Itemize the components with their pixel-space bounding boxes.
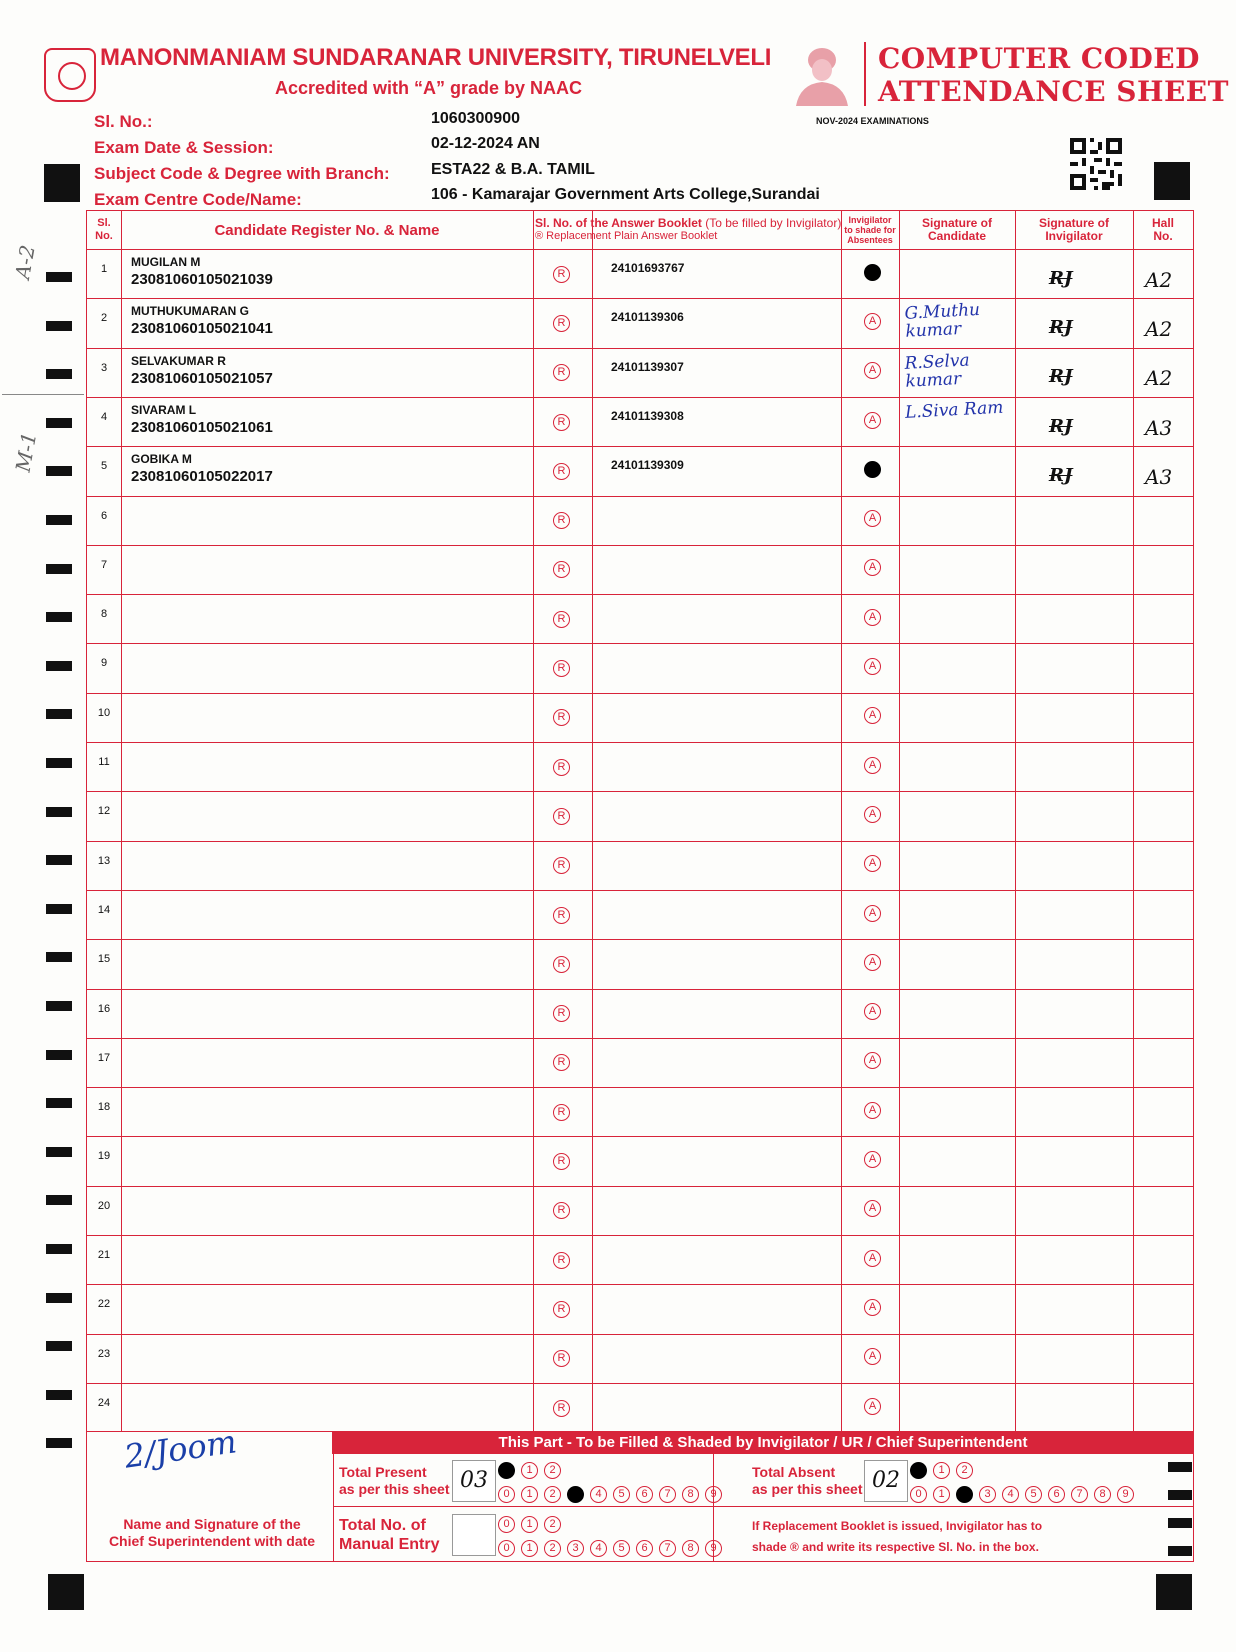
absent-units-bubbles: [910, 1484, 1140, 1503]
absent-bubble[interactable]: A: [864, 855, 881, 872]
col-sig-invig-line1: Signature of: [1038, 216, 1109, 230]
col-candidate: Candidate Register No. & Name: [214, 221, 440, 239]
replacement-bubble[interactable]: R: [553, 759, 570, 776]
absent-bubble[interactable]: A: [864, 757, 881, 774]
row-sl-no: 11: [98, 756, 110, 768]
table-row: [87, 594, 1193, 643]
timing-mark: [1168, 1490, 1192, 1500]
table-row: [87, 1136, 1193, 1185]
register-number: 23081060105021057: [131, 369, 273, 387]
digit-bubble[interactable]: 1: [933, 1486, 950, 1503]
table-row: [87, 298, 1193, 347]
sl-no-value: 1060300900: [431, 110, 520, 127]
row-sl-no: 12: [97, 805, 111, 818]
university-logo: [44, 48, 96, 102]
replacement-bubble[interactable]: R: [553, 1054, 570, 1071]
absent-bubble[interactable]: A: [864, 707, 881, 724]
total-absent-line2: as per this sheet: [752, 1481, 863, 1497]
col-booklet-sub: ® Replacement Plain Answer Booklet: [535, 230, 718, 242]
col-booklet-note: (To be filled by Invigilator): [705, 216, 842, 230]
total-present-line1: Total Present: [339, 1464, 427, 1480]
col-hall-line1: Hall: [1151, 216, 1174, 230]
timing-mark: [46, 1293, 72, 1303]
timing-mark: [46, 758, 72, 768]
present-tens-bubbles: [498, 1460, 567, 1479]
manual-entry-line1: Total No. of: [339, 1517, 426, 1534]
founder-portrait: [792, 40, 852, 106]
row-sl-no: 21: [97, 1249, 111, 1261]
row-sl-no: 18: [97, 1101, 111, 1114]
table-row: [87, 496, 1193, 545]
row-sl-no: 1: [100, 263, 108, 275]
digit-bubble[interactable]: 5: [613, 1486, 630, 1503]
timing-mark: [46, 709, 72, 719]
replacement-bubble[interactable]: R: [553, 956, 570, 973]
replacement-bubble[interactable]: R: [553, 1104, 570, 1121]
timing-mark: [46, 855, 72, 865]
booklet-number: 24101139306: [611, 310, 684, 325]
hall-number: A3: [1145, 415, 1173, 440]
margin-divider: [2, 394, 84, 395]
replacement-bubble[interactable]: R: [553, 1301, 570, 1318]
examination-label: NOV-2024 EXAMINATIONS: [816, 116, 929, 126]
absent-bubble[interactable]: A: [864, 1151, 881, 1168]
digit-bubble[interactable]: 7: [659, 1540, 676, 1557]
row-sl-no: 2: [100, 312, 108, 325]
col-hall-no: [1133, 211, 1193, 249]
replacement-bubble[interactable]: R: [553, 315, 570, 332]
table-row: [87, 348, 1193, 397]
replacement-bubble[interactable]: R: [553, 364, 570, 381]
invigilator-signature: RJ: [1049, 415, 1073, 437]
table-row: [87, 1383, 1193, 1432]
digit-bubble[interactable]: 4: [590, 1540, 607, 1557]
present-units-bubbles: [498, 1484, 728, 1503]
col-signature-invigilator: [1015, 211, 1133, 249]
table-row: [87, 939, 1193, 988]
col-signature-candidate: [899, 211, 1015, 249]
replacement-bubble[interactable]: R: [553, 907, 570, 924]
table-row: [87, 397, 1193, 446]
timing-mark: [46, 1147, 72, 1157]
replacement-note: [752, 1516, 1042, 1558]
col-invig-shade-line1: Invigilator: [848, 215, 892, 225]
absent-bubble[interactable]: A: [864, 806, 881, 823]
candidate-signature: L.Siva Ram: [904, 397, 1004, 423]
digit-bubble[interactable]: 7: [659, 1486, 676, 1503]
table-row: [87, 890, 1193, 939]
exam-date-value: 02-12-2024 AN: [431, 135, 540, 152]
digit-bubble[interactable]: 1: [933, 1462, 950, 1479]
booklet-number: 24101693767: [611, 261, 685, 275]
absent-bubble[interactable]: A: [864, 609, 881, 626]
absent-bubble[interactable]: A: [864, 1398, 881, 1415]
timing-mark: [46, 1098, 72, 1108]
subject-value: ESTA22 & B.A. TAMIL: [431, 161, 595, 178]
hall-number: A2: [1145, 316, 1173, 341]
digit-bubble[interactable]: 8: [1094, 1486, 1111, 1503]
digit-bubble[interactable]: 1: [521, 1486, 538, 1503]
register-number: 23081060105021039: [131, 271, 273, 288]
row-sl-no: 17: [97, 1051, 111, 1064]
sheet-title: [878, 42, 1229, 108]
accreditation-text: Accredited with “A” grade by NAAC: [275, 78, 583, 98]
row-sl-no: 24: [97, 1396, 111, 1409]
chief-signature: 2/Joom: [121, 1422, 239, 1476]
absent-bubble[interactable]: A: [864, 1250, 881, 1267]
table-row: [87, 1334, 1193, 1383]
digit-bubble[interactable]: 0: [910, 1486, 927, 1503]
replacement-bubble[interactable]: R: [553, 1153, 570, 1170]
timing-mark: [1168, 1546, 1192, 1556]
timing-mark: [46, 612, 72, 622]
absent-bubble[interactable]: A: [864, 1052, 881, 1069]
absent-bubble[interactable]: A: [864, 658, 881, 675]
timing-mark: [46, 466, 72, 476]
digit-bubble[interactable]: 2: [544, 1516, 561, 1533]
total-absent-line1: Total Absent: [752, 1464, 836, 1480]
row-sl-no: 7: [100, 558, 108, 571]
row-sl-no: 22: [97, 1298, 111, 1311]
timing-mark: [46, 515, 72, 525]
register-number: 23081060105021061: [131, 418, 273, 436]
row-sl-no: 6: [100, 509, 108, 522]
subject-label: Subject Code & Degree with Branch:: [94, 164, 390, 183]
timing-mark: [46, 661, 72, 671]
candidate-signature: G.Muthu kumar: [904, 300, 981, 343]
row-sl-no: 8: [100, 608, 108, 621]
timing-mark: [46, 952, 72, 962]
replacement-bubble[interactable]: R: [553, 660, 570, 677]
hall-number: A2: [1145, 267, 1173, 292]
digit-bubble[interactable]: 2: [544, 1486, 561, 1503]
row-sl-no: 9: [100, 657, 108, 670]
digit-bubble[interactable]: 4: [590, 1486, 607, 1503]
manual-entry-label: [339, 1516, 439, 1554]
digit-bubble[interactable]: 0: [498, 1516, 515, 1533]
absent-tens-bubbles: [910, 1460, 979, 1479]
sheet-title-line-1: COMPUTER CODED: [878, 42, 1200, 75]
candidate-name: MUTHUKUMARAN G: [131, 304, 249, 319]
timing-mark: [1168, 1462, 1192, 1472]
digit-bubble[interactable]: 3: [979, 1486, 996, 1503]
digit-bubble[interactable]: 6: [636, 1540, 653, 1557]
col-invigilator-shade: [841, 211, 899, 249]
digit-bubble[interactable]: 9: [705, 1540, 722, 1557]
timing-mark: [46, 1390, 72, 1400]
manual-tens-bubbles: [498, 1514, 567, 1533]
total-present-line2: as per this sheet: [339, 1481, 450, 1497]
replacement-bubble[interactable]: R: [553, 611, 570, 628]
row-sl-no: 20: [97, 1199, 111, 1212]
booklet-number: 24101139309: [611, 458, 684, 473]
digit-bubble[interactable]: 0: [910, 1462, 927, 1479]
absent-bubble[interactable]: A: [864, 1299, 881, 1316]
margin-note-m1: M-1: [10, 430, 42, 474]
sheet-title-line-2: ATTENDANCE SHEET: [878, 75, 1229, 108]
col-booklet: [533, 211, 841, 249]
replacement-bubble[interactable]: R: [553, 1252, 570, 1269]
hall-number: A3: [1145, 464, 1173, 489]
invigilator-signature: RJ: [1049, 316, 1073, 338]
replacement-bubble[interactable]: R: [553, 808, 570, 825]
timing-mark: [46, 904, 72, 914]
digit-bubble[interactable]: 9: [1117, 1486, 1134, 1503]
register-number: 23081060105021041: [131, 320, 273, 338]
replacement-bubble[interactable]: R: [553, 709, 570, 726]
digit-bubble[interactable]: 5: [613, 1540, 630, 1557]
total-present-label: [339, 1464, 450, 1498]
table-row: [87, 791, 1193, 840]
digit-bubble[interactable]: 0: [498, 1540, 515, 1557]
booklet-number: 24101139308: [611, 408, 684, 423]
row-sl-no: 19: [97, 1150, 111, 1163]
booklet-number: 24101139307: [611, 359, 684, 374]
digit-bubble[interactable]: 3: [567, 1540, 584, 1557]
timing-mark: [46, 1341, 72, 1351]
digit-bubble[interactable]: 9: [705, 1486, 722, 1503]
table-row: [87, 643, 1193, 692]
invigilator-signature: RJ: [1049, 366, 1073, 388]
row-sl-no: 3: [100, 361, 108, 374]
timing-mark: [46, 321, 72, 331]
table-row: [87, 1186, 1193, 1235]
col-booklet-main: Sl. No. of the Answer Booklet: [535, 216, 702, 230]
replacement-bubble[interactable]: R: [553, 1350, 570, 1367]
absent-bubble[interactable]: [864, 461, 881, 478]
absent-bubble[interactable]: A: [864, 559, 881, 576]
sl-no-label: Sl. No.:: [94, 112, 153, 131]
digit-bubble[interactable]: 2: [956, 1462, 973, 1479]
chief-label: [100, 1516, 324, 1550]
col-hall-line2: No.: [1153, 229, 1173, 243]
row-sl-no: 4: [100, 410, 108, 423]
table-row: [87, 1235, 1193, 1284]
absent-bubble[interactable]: A: [864, 954, 881, 971]
registration-mark: [1156, 1574, 1192, 1610]
table-row: [87, 545, 1193, 594]
table-row: [87, 693, 1193, 742]
qr-code-icon: [1070, 138, 1122, 190]
university-name: MANONMANIAM SUNDARANAR UNIVERSITY, TIRUNELVELI: [100, 44, 772, 71]
replacement-bubble[interactable]: R: [553, 266, 570, 283]
registration-mark: [44, 164, 80, 202]
timing-mark: [46, 1244, 72, 1254]
timing-mark: [46, 272, 72, 282]
total-absent-box[interactable]: 02: [864, 1460, 908, 1502]
row-sl-no: 13: [97, 854, 111, 867]
attendance-table: [86, 210, 1194, 1432]
row-sl-no: 5: [100, 460, 108, 473]
digit-bubble[interactable]: 8: [682, 1486, 699, 1503]
margin-note-hall: A-2: [10, 243, 40, 281]
table-row: [87, 1038, 1193, 1087]
absent-bubble[interactable]: A: [864, 1102, 881, 1119]
col-invig-shade-line2: to shade for: [844, 225, 896, 235]
candidate-name: SIVARAM L: [131, 402, 197, 417]
absent-bubble[interactable]: A: [864, 1200, 881, 1217]
timing-mark: [46, 1195, 72, 1205]
timing-mark: [46, 369, 72, 379]
digit-bubble[interactable]: 3: [567, 1486, 584, 1503]
absent-bubble[interactable]: A: [864, 313, 881, 330]
absent-bubble[interactable]: A: [864, 1348, 881, 1365]
digit-bubble[interactable]: 0: [498, 1486, 515, 1503]
row-sl-no: 15: [97, 953, 111, 966]
registration-mark: [48, 1574, 84, 1610]
manual-units-bubbles: [498, 1538, 728, 1557]
register-number: 23081060105022017: [131, 468, 273, 486]
absent-bubble[interactable]: A: [864, 412, 881, 429]
chief-label-line1: Name and Signature of the: [123, 1516, 301, 1532]
col-invig-shade-line3: Absentees: [847, 235, 893, 245]
row-sl-no: 14: [97, 903, 111, 916]
timing-mark: [46, 1001, 72, 1011]
candidate-name: GOBIKA M: [131, 452, 192, 467]
replacement-bubble[interactable]: R: [553, 1400, 570, 1417]
replacement-note-line2: shade ® and write its respective Sl. No. in the box.: [752, 1540, 1039, 1554]
table-row: [87, 841, 1193, 890]
centre-label: Exam Centre Code/Name:: [94, 190, 302, 209]
digit-bubble[interactable]: 2: [956, 1486, 973, 1503]
total-absent-label: [752, 1464, 863, 1498]
timing-mark: [46, 1438, 72, 1448]
digit-bubble[interactable]: 2: [544, 1540, 561, 1557]
replacement-note-line1: If Replacement Booklet is issued, Invigilator has to: [752, 1519, 1043, 1533]
digit-bubble[interactable]: 2: [544, 1462, 561, 1479]
header-divider: [864, 42, 866, 106]
replacement-bubble[interactable]: R: [553, 414, 570, 431]
row-sl-no: 16: [97, 1002, 111, 1015]
table-row: [87, 1087, 1193, 1136]
digit-bubble[interactable]: 1: [521, 1540, 538, 1557]
replacement-bubble[interactable]: R: [553, 463, 570, 480]
candidate-name: MUGILAN M: [131, 255, 201, 269]
table-row: [87, 742, 1193, 791]
table-row: [87, 249, 1193, 298]
exam-date-label: Exam Date & Session:: [94, 138, 274, 157]
registration-mark: [1154, 162, 1190, 200]
col-sig-cand-line1: Signature of: [921, 216, 992, 230]
timing-mark: [46, 1050, 72, 1060]
manual-entry-line2: Manual Entry: [339, 1536, 440, 1553]
table-row: [87, 989, 1193, 1038]
replacement-bubble[interactable]: R: [553, 1005, 570, 1022]
timing-mark: [46, 564, 72, 574]
digit-bubble[interactable]: 1: [521, 1462, 538, 1479]
candidate-name: SELVAKUMAR R: [131, 353, 226, 368]
digit-bubble[interactable]: 6: [636, 1486, 653, 1503]
row-sl-no: 23: [97, 1347, 111, 1360]
col-sig-invig-line2: Invigilator: [1045, 229, 1103, 243]
digit-bubble[interactable]: 5: [1025, 1486, 1042, 1503]
col-sig-cand-line2: Candidate: [927, 229, 986, 243]
digit-bubble[interactable]: 8: [682, 1540, 699, 1557]
digit-bubble[interactable]: 7: [1071, 1486, 1088, 1503]
manual-entry-box[interactable]: [452, 1514, 496, 1556]
replacement-bubble[interactable]: R: [553, 561, 570, 578]
col-sl-no: Sl. No.: [95, 217, 113, 242]
absent-bubble[interactable]: A: [864, 1003, 881, 1020]
absent-bubble[interactable]: [864, 264, 881, 281]
timing-mark: [1168, 1518, 1192, 1528]
invigilator-signature: RJ: [1049, 464, 1073, 486]
replacement-bubble[interactable]: R: [553, 857, 570, 874]
row-sl-no: 10: [97, 706, 111, 719]
digit-bubble[interactable]: 4: [1002, 1486, 1019, 1503]
timing-mark: [46, 807, 72, 817]
invigilator-signature: RJ: [1049, 267, 1073, 289]
replacement-bubble[interactable]: R: [553, 1202, 570, 1219]
absent-bubble[interactable]: A: [864, 510, 881, 527]
absent-bubble[interactable]: A: [864, 362, 881, 379]
digit-bubble[interactable]: 6: [1048, 1486, 1065, 1503]
total-present-box[interactable]: 03: [452, 1460, 496, 1502]
replacement-bubble[interactable]: R: [553, 512, 570, 529]
centre-value: 106 - Kamarajar Government Arts College,Surandai: [431, 186, 820, 203]
chief-label-line2: Chief Superintendent with date: [108, 1533, 316, 1549]
table-row: [87, 446, 1193, 495]
footer-band: This Part - To be Filled & Shaded by Invigilator / UR / Chief Superintendent: [332, 1432, 1194, 1454]
candidate-signature: R.Selva kumar: [904, 350, 971, 392]
digit-bubble[interactable]: 0: [498, 1462, 515, 1479]
table-row: [87, 1284, 1193, 1333]
digit-bubble[interactable]: 1: [521, 1516, 538, 1533]
timing-mark: [46, 418, 72, 428]
hall-number: A2: [1145, 366, 1173, 391]
absent-bubble[interactable]: A: [864, 905, 881, 922]
